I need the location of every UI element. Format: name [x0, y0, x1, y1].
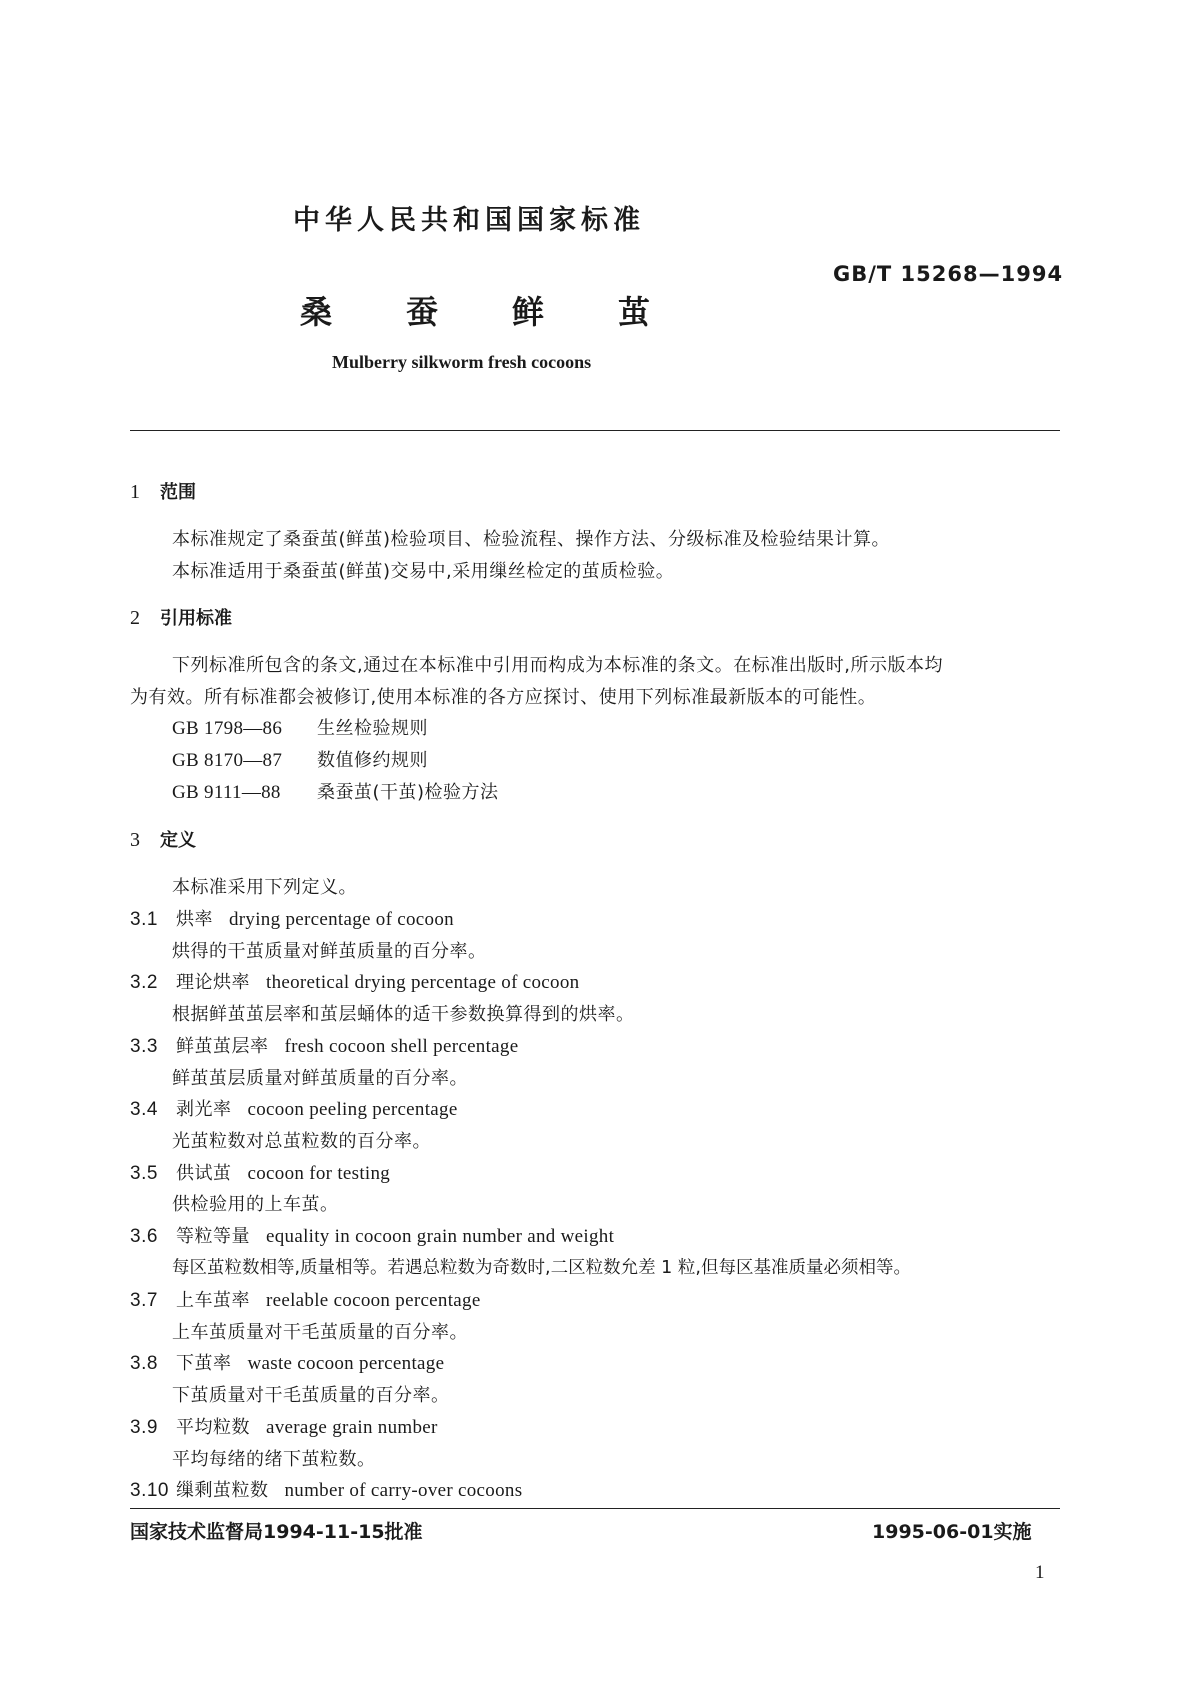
footer-divider [130, 1508, 1060, 1509]
section-title: 引用标准 [160, 608, 232, 629]
definition-term-line: 3.5 供试茧 cocoon for testing [130, 1163, 391, 1184]
reference-code: GB 9111—88 [172, 782, 281, 803]
definition-description: 下茧质量对干毛茧质量的百分率。 [172, 1385, 450, 1406]
section-1-paragraph: 本标准适用于桑蚕茧(鲜茧)交易中,采用缫丝检定的茧质检验。 [172, 561, 675, 582]
definition-description: 根据鲜茧茧层率和茧层蛹体的适干参数换算得到的烘率。 [172, 1004, 635, 1025]
header-divider [130, 430, 1060, 431]
section-number: 2 [130, 607, 140, 629]
reference-name: 生丝检验规则 [317, 718, 428, 739]
issuing-authority: 中华人民共和国国家标准 [293, 205, 645, 236]
definition-description: 上车茧质量对干毛茧质量的百分率。 [172, 1322, 468, 1343]
title-char: 鲜 [512, 293, 545, 331]
definition-term-line: 3.1 烘率 drying percentage of cocoon [130, 909, 454, 930]
section-number: 1 [130, 481, 140, 503]
reference-code: GB 1798—86 [172, 718, 283, 739]
definition-description: 烘得的干茧质量对鲜茧质量的百分率。 [172, 941, 487, 962]
section-number: 3 [130, 829, 140, 851]
definition-term-line: 3.8 下茧率 waste cocoon percentage [130, 1353, 445, 1374]
definition-term-line: 3.3 鲜茧茧层率 fresh cocoon shell percentage [130, 1036, 519, 1057]
approval-date: 国家技术监督局1994-11-15批准 [130, 1521, 423, 1543]
title-char: 蚕 [406, 293, 439, 331]
section-1-paragraph: 本标准规定了桑蚕茧(鲜茧)检验项目、检验流程、操作方法、分级标准及检验结果计算。 [172, 529, 891, 550]
reference-name: 数值修约规则 [317, 750, 428, 771]
definition-term-line: 3.2 理论烘率 theoretical drying percentage of cocoon [130, 972, 580, 993]
reference-name: 桑蚕茧(干茧)检验方法 [317, 782, 499, 803]
definition-description: 每区茧粒数相等,质量相等。若遇总粒数为奇数时,二区粒数允差 1 粒,但每区基准质量必须相等。 [172, 1258, 911, 1278]
section-title: 范围 [160, 482, 196, 503]
definition-description: 供检验用的上车茧。 [172, 1194, 339, 1215]
definition-term-line: 3.9 平均粒数 average grain number [130, 1417, 438, 1438]
reference-code: GB 8170—87 [172, 750, 283, 771]
definition-description: 鲜茧茧层质量对鲜茧质量的百分率。 [172, 1068, 468, 1089]
standard-number: GB/T 15268—1994 [833, 262, 1064, 286]
definition-term-line: 3.7 上车茧率 reelable cocoon percentage [130, 1290, 481, 1311]
effective-date: 1995-06-01实施 [872, 1521, 1032, 1543]
section-2-heading [130, 604, 232, 630]
title-char: 茧 [618, 293, 651, 331]
document-title-english: Mulberry silkworm fresh cocoons [332, 352, 592, 372]
definition-description: 光茧粒数对总茧粒数的百分率。 [172, 1131, 431, 1152]
reference-item [172, 778, 499, 804]
definition-description: 平均每绪的绪下茧粒数。 [172, 1449, 376, 1470]
definition-term-line: 3.6 等粒等量 equality in cocoon grain number and weight [130, 1226, 615, 1247]
reference-item [172, 746, 428, 772]
section-2-paragraph: 为有效。所有标准都会被修订,使用本标准的各方应探讨、使用下列标准最新版本的可能性。 [130, 687, 877, 708]
definition-term-line: 3.4 剥光率 cocoon peeling percentage [130, 1099, 458, 1120]
section-3-heading [130, 826, 196, 852]
section-3-intro: 本标准采用下列定义。 [172, 877, 357, 898]
page-number: 1 [1035, 1562, 1045, 1583]
section-1-heading [130, 478, 196, 504]
section-2-paragraph: 下列标准所包含的条文,通过在本标准中引用而构成为本标准的条文。在标准出版时,所示版本均 [172, 655, 943, 676]
title-char: 桑 [300, 293, 333, 331]
definition-term-line: 3.10 缫剩茧粒数 number of carry-over cocoons [130, 1480, 523, 1501]
reference-item [172, 714, 428, 740]
section-title: 定义 [160, 830, 196, 851]
